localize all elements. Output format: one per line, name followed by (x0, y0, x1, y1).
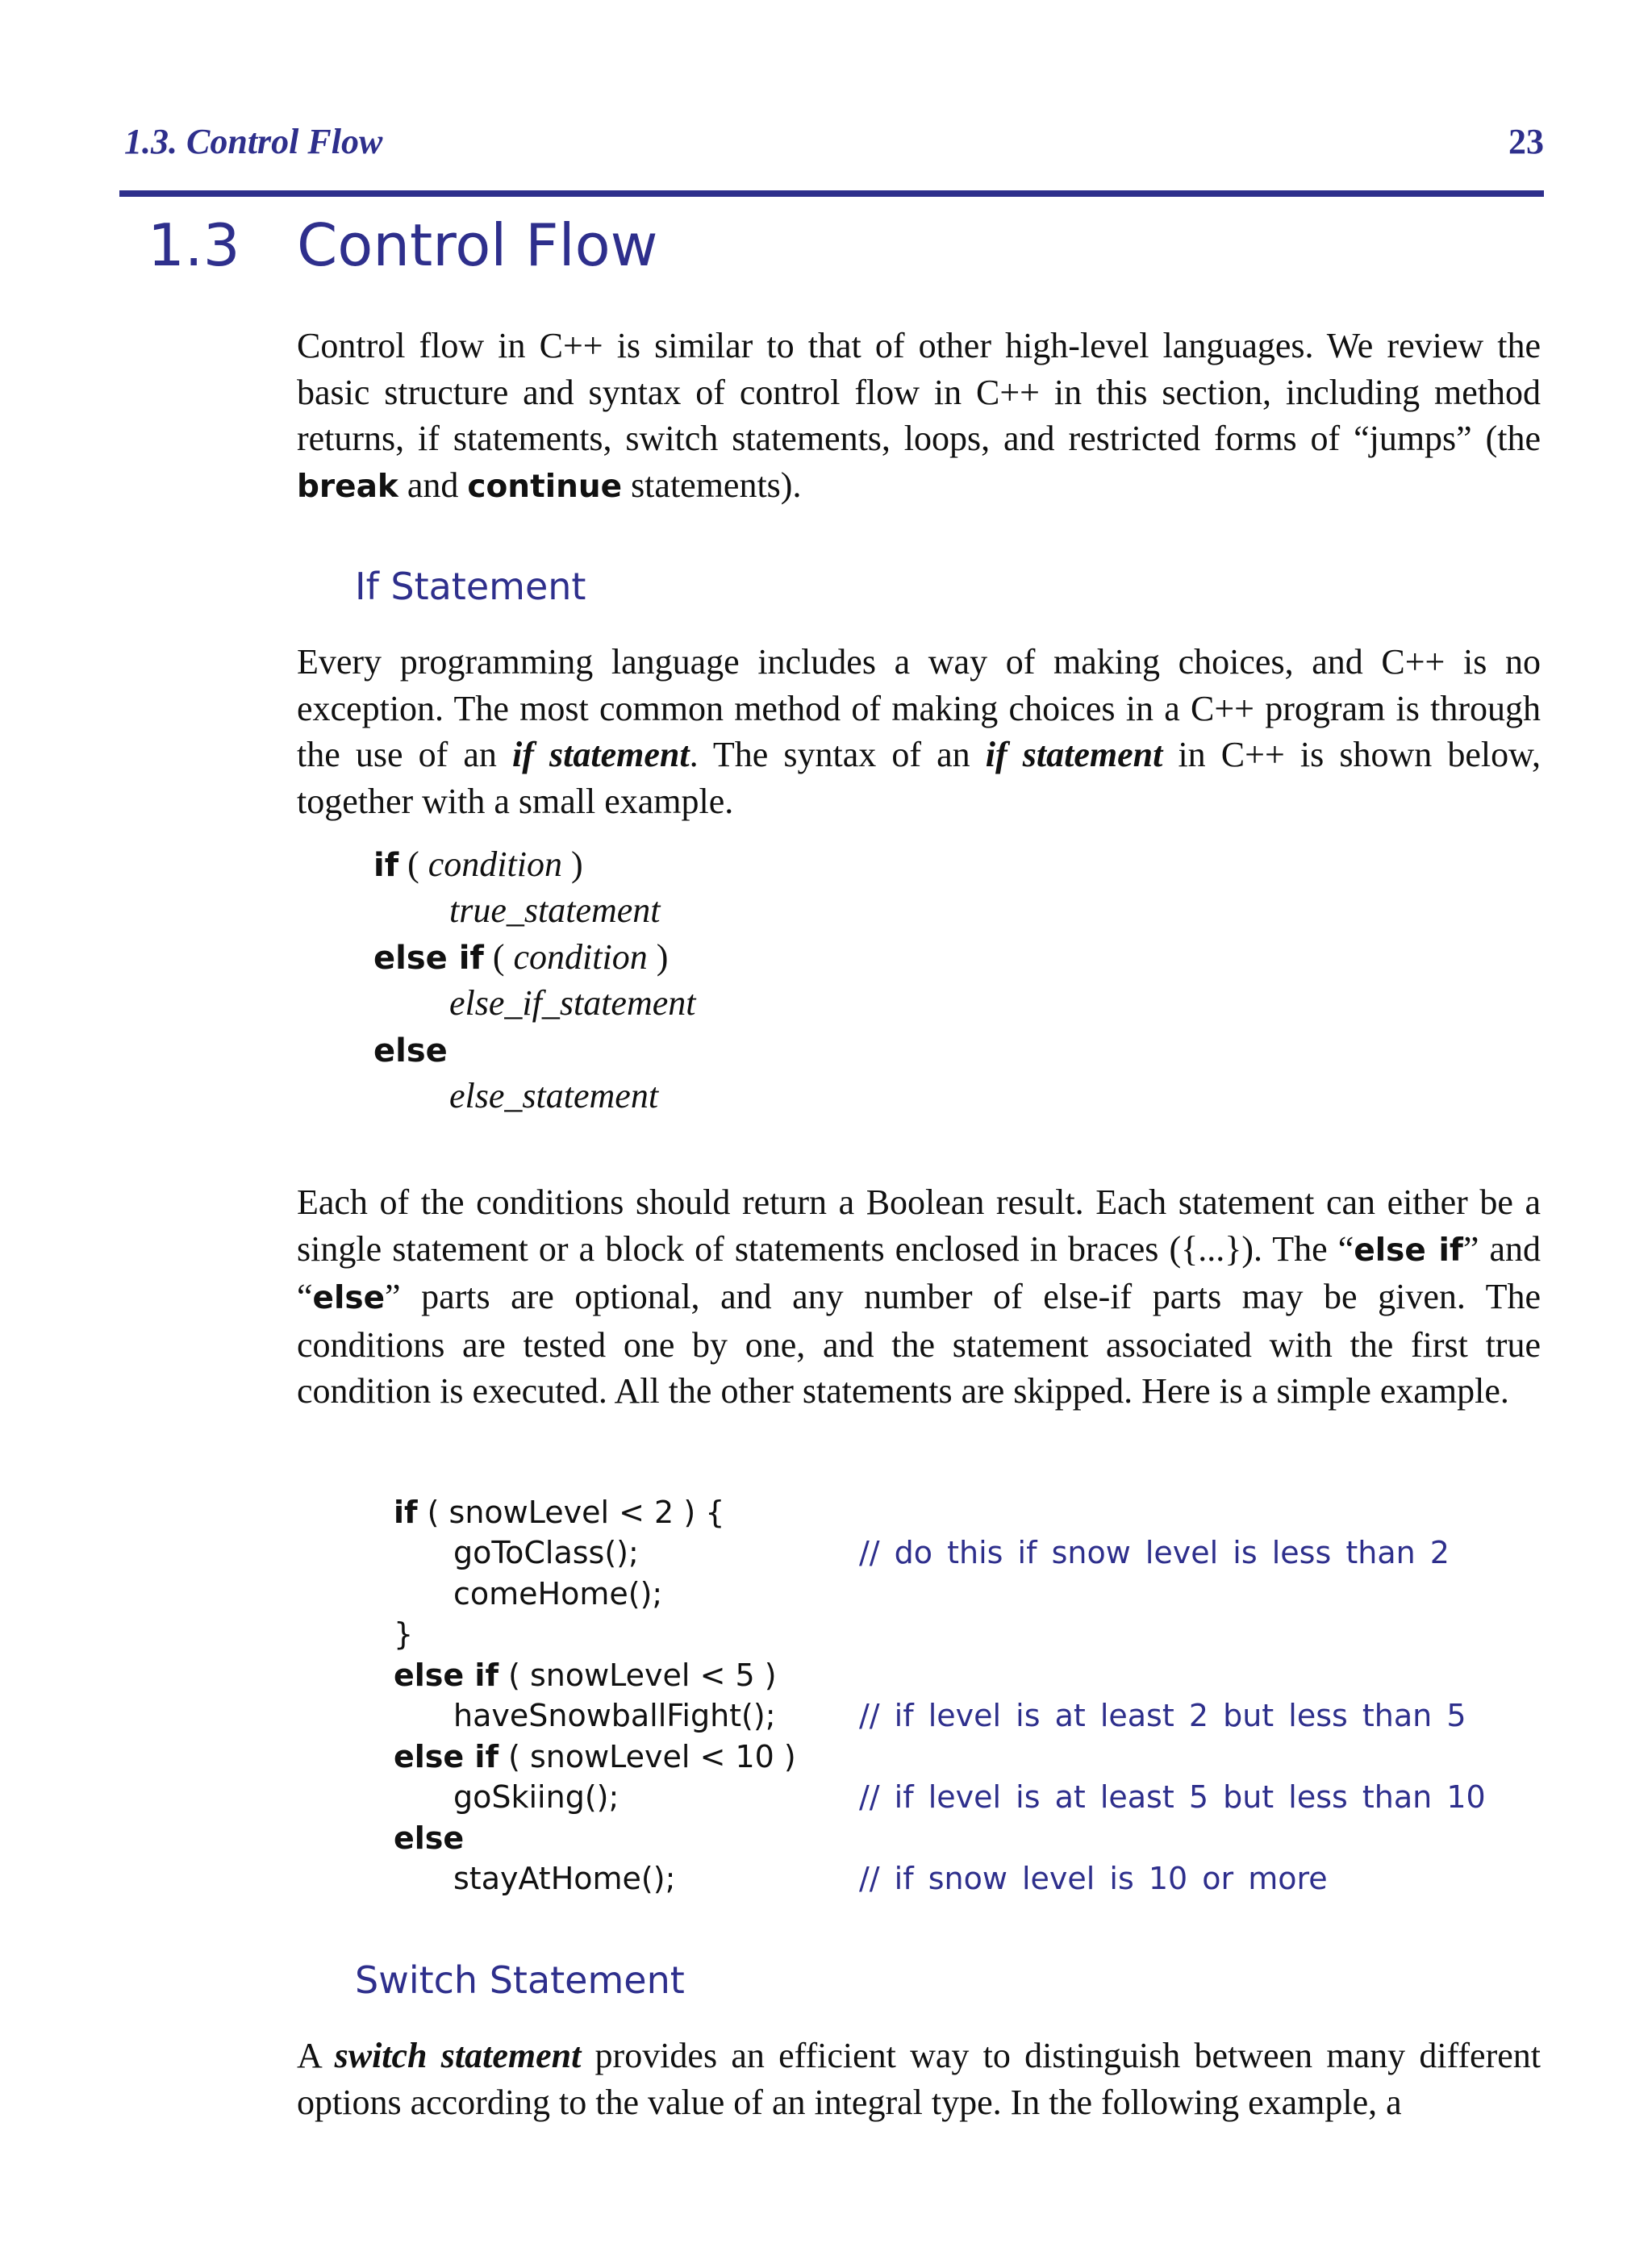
else-inline-keyword: else (312, 1280, 386, 1316)
if-paragraph-1 (297, 639, 1541, 824)
syntax-if-keyword: if (373, 847, 399, 884)
code-comment-4: // if snow level is 10 or more (859, 1861, 1328, 1896)
continue-keyword: continue (467, 468, 623, 505)
syntax-close-paren-2: ) (656, 937, 669, 977)
syntax-close-paren: ) (570, 844, 583, 884)
switch-statement-term: switch statement (334, 2036, 582, 2075)
if-statement-term-2: if statement (985, 735, 1163, 774)
section-number: 1.3 (148, 211, 240, 279)
switch-text-b: provides an efficient way to distinguish between many different options according to the value of an integral type. In the following example, a (297, 2036, 1541, 2122)
syntax-else-statement: else_statement (449, 1076, 659, 1115)
intro-text-a: Control flow in C++ is similar to that of other high-level languages. We review the basic structure and syntax of control flow in C++ in this section, including method returns, if statements, switch statements, loops, and restricted forms of “jumps” (the (297, 326, 1541, 458)
running-head-title: 1.3. Control Flow (124, 122, 383, 161)
code-line-9 (394, 1818, 464, 1859)
if-statement-term: if statement (512, 735, 690, 774)
code-line-5-rest: ( snowLevel < 5 ) (498, 1657, 777, 1693)
code-line-3: comeHome(); (453, 1576, 663, 1612)
syntax-else-if-keyword: else if (373, 940, 484, 977)
code-line-7-rest: ( snowLevel < 10 ) (498, 1739, 796, 1774)
syntax-condition-2: condition (513, 937, 648, 977)
code-else-if-keyword: else if (394, 1657, 499, 1693)
if-p1-text-c: in C++ is shown below, together with a small example. (297, 735, 1541, 821)
code-else-keyword: else (394, 1820, 465, 1856)
if-p1-text-b: . The syntax of an (689, 735, 986, 774)
section-title: Control Flow (297, 211, 658, 279)
if-p2-text-b: ” and “ (297, 1228, 1541, 1316)
switch-text-a: A (297, 2036, 335, 2075)
if-p2-text-c: ” parts are optional, and any number of else-if parts may be given. The conditions are tested one by one, and the statement associated with the first true condition is executed. All the other statements are skipped. Here is a simple example. (297, 1277, 1541, 1411)
switch-statement-heading: Switch Statement (355, 1958, 685, 2002)
switch-paragraph (297, 2033, 1541, 2125)
syntax-open-paren-2: ( (492, 937, 505, 977)
code-line-8: goSkiing(); (453, 1779, 620, 1815)
code-line-6: haveSnowballFight(); (453, 1698, 776, 1733)
code-comment-1: // do this if snow level is less than 2 (859, 1535, 1450, 1570)
syntax-line-else-if (373, 934, 668, 982)
syntax-line-if (373, 841, 583, 890)
syntax-open-paren: ( (407, 844, 419, 884)
code-line-5 (394, 1655, 777, 1696)
code-line-1 (394, 1492, 724, 1533)
break-keyword: break (297, 468, 398, 505)
code-else-if-keyword-2: else if (394, 1739, 499, 1774)
running-head (119, 121, 1544, 169)
syntax-true-statement: true_statement (449, 890, 661, 930)
code-line-4: } (394, 1616, 414, 1652)
code-line-2: goToClass(); (453, 1535, 639, 1570)
if-paragraph-2 (297, 1179, 1541, 1415)
code-line-1-rest: ( snowLevel < 2 ) { (417, 1495, 725, 1530)
code-if-keyword: if (394, 1495, 418, 1530)
page-number: 23 (1508, 122, 1544, 161)
syntax-line-else (373, 1027, 448, 1075)
if-p2-text-a: Each of the conditions should return a Boolean result. Each statement can either be a single statement or a block of statements enclosed in braces ({...}). The “ (297, 1182, 1541, 1269)
syntax-else-keyword: else (373, 1032, 448, 1070)
intro-text-c: statements). (622, 465, 802, 505)
code-line-7 (394, 1737, 796, 1778)
intro-text-b: and (398, 465, 468, 505)
if-p1-text-a: Every programming language includes a way of making choices, and C++ is no exception. The most common method of making choices in a C++ program is through the use of an (297, 642, 1541, 774)
code-comment-2: // if level is at least 2 but less than 5 (859, 1698, 1466, 1733)
header-rule (119, 190, 1544, 197)
code-line-10: stayAtHome(); (453, 1861, 676, 1896)
else-if-inline-keyword: else if (1354, 1232, 1463, 1269)
code-comment-3: // if level is at least 5 but less than 10 (859, 1779, 1486, 1815)
if-statement-heading: If Statement (355, 565, 586, 608)
syntax-condition: condition (428, 844, 562, 884)
syntax-else-if-statement: else_if_statement (449, 983, 696, 1023)
intro-paragraph (297, 323, 1541, 510)
